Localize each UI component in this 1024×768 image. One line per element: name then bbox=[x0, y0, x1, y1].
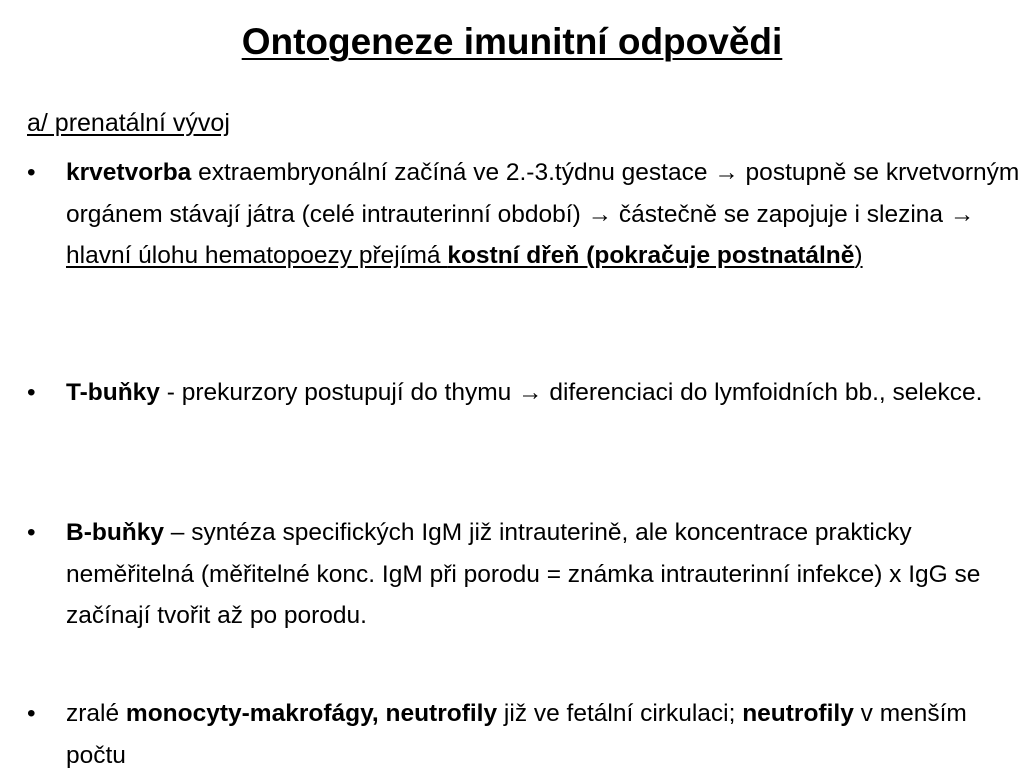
bold-term: krvetvorba bbox=[66, 159, 192, 186]
bullet-dot: • bbox=[27, 379, 36, 406]
bullet-dot: • bbox=[27, 159, 36, 186]
bold-term: T-buňky bbox=[66, 379, 160, 406]
bold-term: B-buňky bbox=[66, 519, 164, 546]
bullet-text bbox=[66, 693, 1021, 768]
bullet-text-run: v menším počtu bbox=[66, 700, 967, 768]
bold-term: monocyty-makrofágy, neutrofily bbox=[125, 700, 498, 727]
slide-title: Ontogeneze imunitní odpovědi bbox=[241, 21, 783, 62]
bullet-text bbox=[66, 152, 1021, 277]
bullet-text bbox=[66, 372, 1021, 414]
section-heading: a/ prenatální vývoj bbox=[27, 109, 230, 137]
bullet-text-run: již ve fetální cirkulaci; bbox=[497, 700, 743, 727]
underlined-text-run: ) bbox=[854, 242, 863, 269]
bullet-text-run: zralé bbox=[66, 700, 126, 727]
bold-term: neutrofily bbox=[742, 700, 854, 727]
bold-underlined-term: kostní dřeň (pokračuje postnatálně bbox=[447, 242, 855, 269]
bullet-text-run: - prekurzory postupují do thymu → diferenciaci do lymfoidních bb., selekce. bbox=[159, 379, 983, 406]
bullet-text-run: – syntéza specifických IgM již intrauterině, ale koncentrace prakticky neměřitelná (měřitelné konc. IgM při porodu = známka intrauterinní infekce) x IgG se začínají tvořit až po porodu. bbox=[66, 519, 981, 629]
underlined-text-run: hlavní úlohu hematopoezy přejímá bbox=[66, 242, 448, 269]
bullet-dot: • bbox=[27, 519, 36, 546]
bullet-text-run: extraembryonální začíná ve 2.-3.týdnu gestace → postupně se krvetvorným orgánem stávají játra (celé intrauterinní období) → částečně se zapojuje i slezina → bbox=[66, 159, 1020, 228]
bullet-dot: • bbox=[27, 700, 36, 727]
bullet-text bbox=[66, 512, 1021, 637]
